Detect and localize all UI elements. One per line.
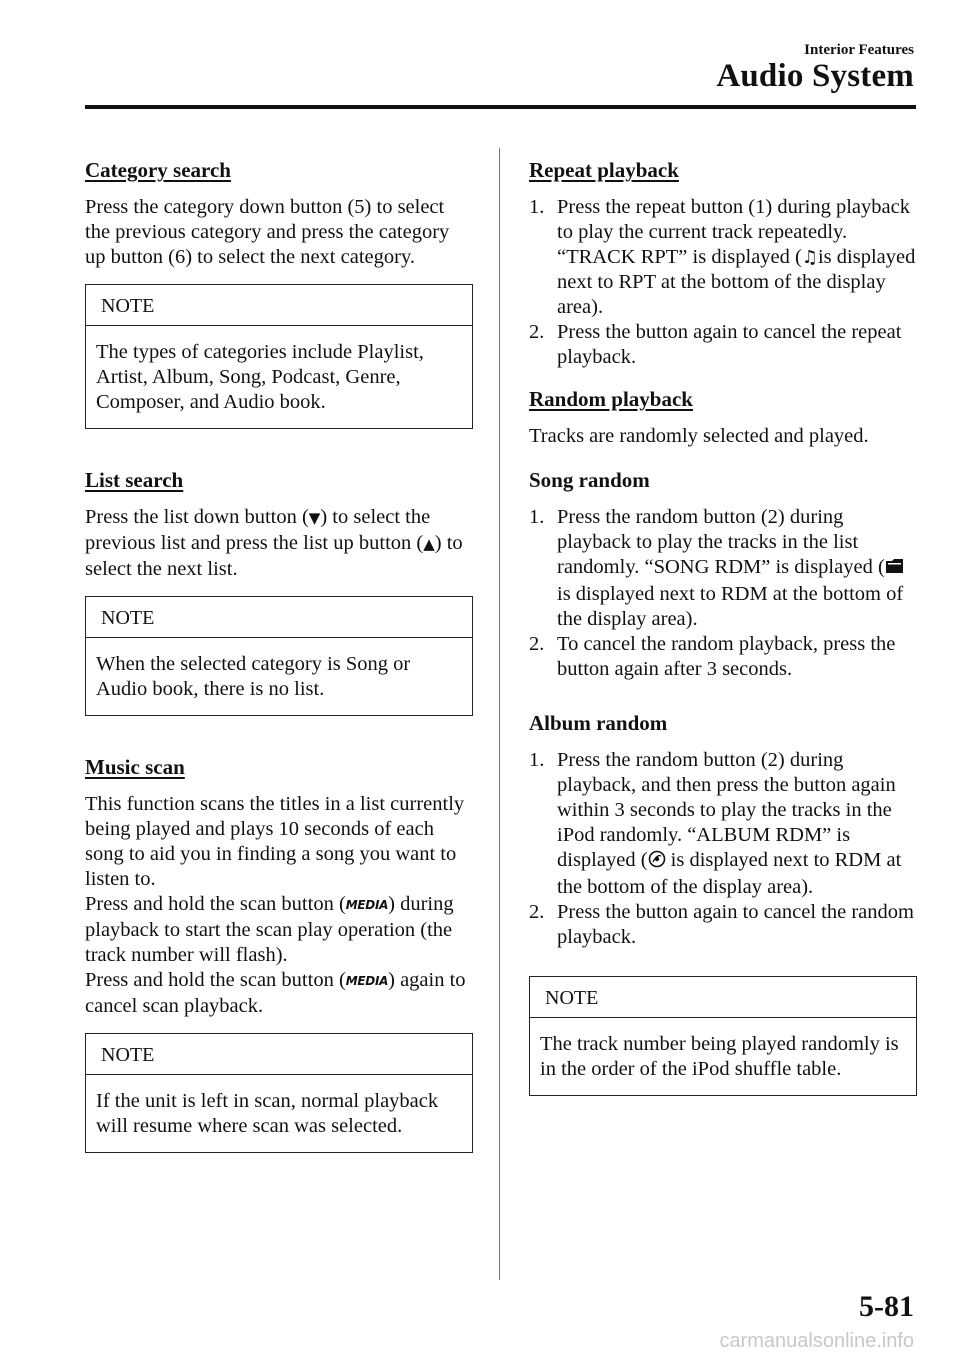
column-divider — [499, 148, 500, 1280]
category-search-heading: Category search — [85, 158, 231, 182]
text-fragment: ) to select the previous list and press the list up button ( — [85, 506, 431, 554]
list-search-section — [85, 465, 473, 716]
note-body: The track number being played randomly is in the order of the iPod shuffle table. — [540, 1033, 899, 1080]
text-fragment: ) during playback to start the scan play operation (the track number will flash). — [85, 893, 454, 966]
note-title: NOTE — [86, 597, 472, 638]
note-title: NOTE — [86, 285, 472, 326]
list-search-note — [85, 596, 473, 716]
repeat-playback-section — [529, 155, 917, 370]
step-number: 1. — [529, 196, 545, 218]
note-body: When the selected category is Song or Audio book, there is no list. — [96, 653, 411, 700]
page-number: 5-81 — [859, 1290, 914, 1323]
list-item — [529, 900, 917, 950]
section-label: Interior Features — [804, 42, 914, 58]
media-button-icon: MEDIA — [345, 898, 389, 912]
list-item — [529, 195, 917, 320]
song-random-section — [529, 465, 917, 682]
note-title: NOTE — [86, 1034, 472, 1075]
note-body: If the unit is left in scan, normal playback will resume where scan was selected. — [96, 1090, 439, 1137]
list-search-heading: List search — [85, 468, 184, 492]
list-item — [529, 320, 917, 370]
text-fragment: Press and hold the scan button ( — [85, 893, 346, 915]
text-fragment: is displayed next to RDM at the bottom of the display area). — [557, 583, 904, 630]
album-random-note — [529, 976, 917, 1096]
list-search-text — [85, 505, 473, 582]
step-number: 2. — [529, 633, 545, 655]
up-triangle-icon: ▲ — [423, 535, 435, 553]
random-playback-section — [529, 384, 917, 449]
left-column — [85, 155, 473, 1153]
media-button-icon: MEDIA — [345, 974, 389, 988]
folder-icon — [885, 557, 905, 582]
text-fragment: Press the repeat button (1) during playback to play the current track repeatedly. “TRACK RPT” is displayed ( — [557, 196, 910, 268]
header-rule — [85, 105, 916, 109]
note-title: NOTE — [530, 977, 916, 1018]
page-title: Audio System — [716, 58, 914, 94]
list-item — [529, 632, 917, 682]
text-fragment: Press and hold the scan button ( — [85, 969, 346, 991]
album-disc-icon — [648, 850, 666, 875]
text-fragment: To cancel the random playback, press the button again after 3 seconds. — [557, 633, 896, 680]
text-fragment: is displayed next to RDM at the bottom of the display area). — [557, 849, 902, 898]
step-number: 2. — [529, 901, 545, 923]
text-fragment: Press the list down button ( — [85, 506, 309, 528]
music-scan-heading: Music scan — [85, 755, 185, 779]
text-fragment: Press the random button (2) during playback to play the tracks in the list randomly. “SONG RDM” is displayed ( — [557, 506, 885, 578]
text-fragment: Press the button again to cancel the random playback. — [557, 901, 914, 948]
list-item — [529, 505, 917, 632]
music-scan-start-text — [85, 892, 473, 968]
text-fragment: Press the button again to cancel the repeat playback. — [557, 321, 902, 368]
step-number: 1. — [529, 749, 545, 771]
category-search-section — [85, 155, 473, 429]
music-note-icon: ♫ — [801, 247, 818, 268]
category-search-text: Press the category down button (5) to select the previous category and press the category up button (6) to select the next category. — [85, 196, 450, 268]
category-search-note — [85, 284, 473, 429]
text-fragment: ) to select the next list. — [85, 532, 463, 580]
album-random-section — [529, 708, 917, 1096]
note-body: The types of categories include Playlist, Artist, Album, Song, Podcast, Genre, Composer, and Audio book. — [96, 341, 424, 413]
step-number: 1. — [529, 506, 545, 528]
repeat-steps — [529, 195, 917, 370]
text-fragment: Press the random button (2) during playback, and then press the button again within 3 seconds to play the tracks in the iPod randomly. “ALBUM RDM” is displayed ( — [557, 749, 896, 871]
down-triangle-icon: ▼ — [308, 509, 321, 527]
watermark-text: carmanualsonline.info — [719, 1330, 914, 1352]
album-random-heading: Album random — [529, 711, 668, 735]
music-scan-note — [85, 1033, 473, 1153]
text-fragment: ) again to cancel scan playback. — [85, 969, 466, 1017]
random-playback-heading: Random playback — [529, 387, 693, 411]
list-item — [529, 748, 917, 900]
music-scan-section — [85, 752, 473, 1153]
song-random-heading: Song random — [529, 468, 650, 492]
random-playback-text: Tracks are randomly selected and played. — [529, 425, 869, 447]
music-scan-cancel-text — [85, 968, 473, 1019]
repeat-playback-heading: Repeat playback — [529, 158, 679, 182]
text-fragment: is displayed next to RPT at the bottom of the display area). — [557, 246, 916, 318]
album-random-steps — [529, 748, 917, 950]
step-number: 2. — [529, 321, 545, 343]
right-column — [529, 155, 917, 1096]
song-random-steps — [529, 505, 917, 682]
music-scan-text: This function scans the titles in a list currently being played and plays 10 seconds of each song to aid you in finding a song you want to listen to. — [85, 793, 465, 890]
